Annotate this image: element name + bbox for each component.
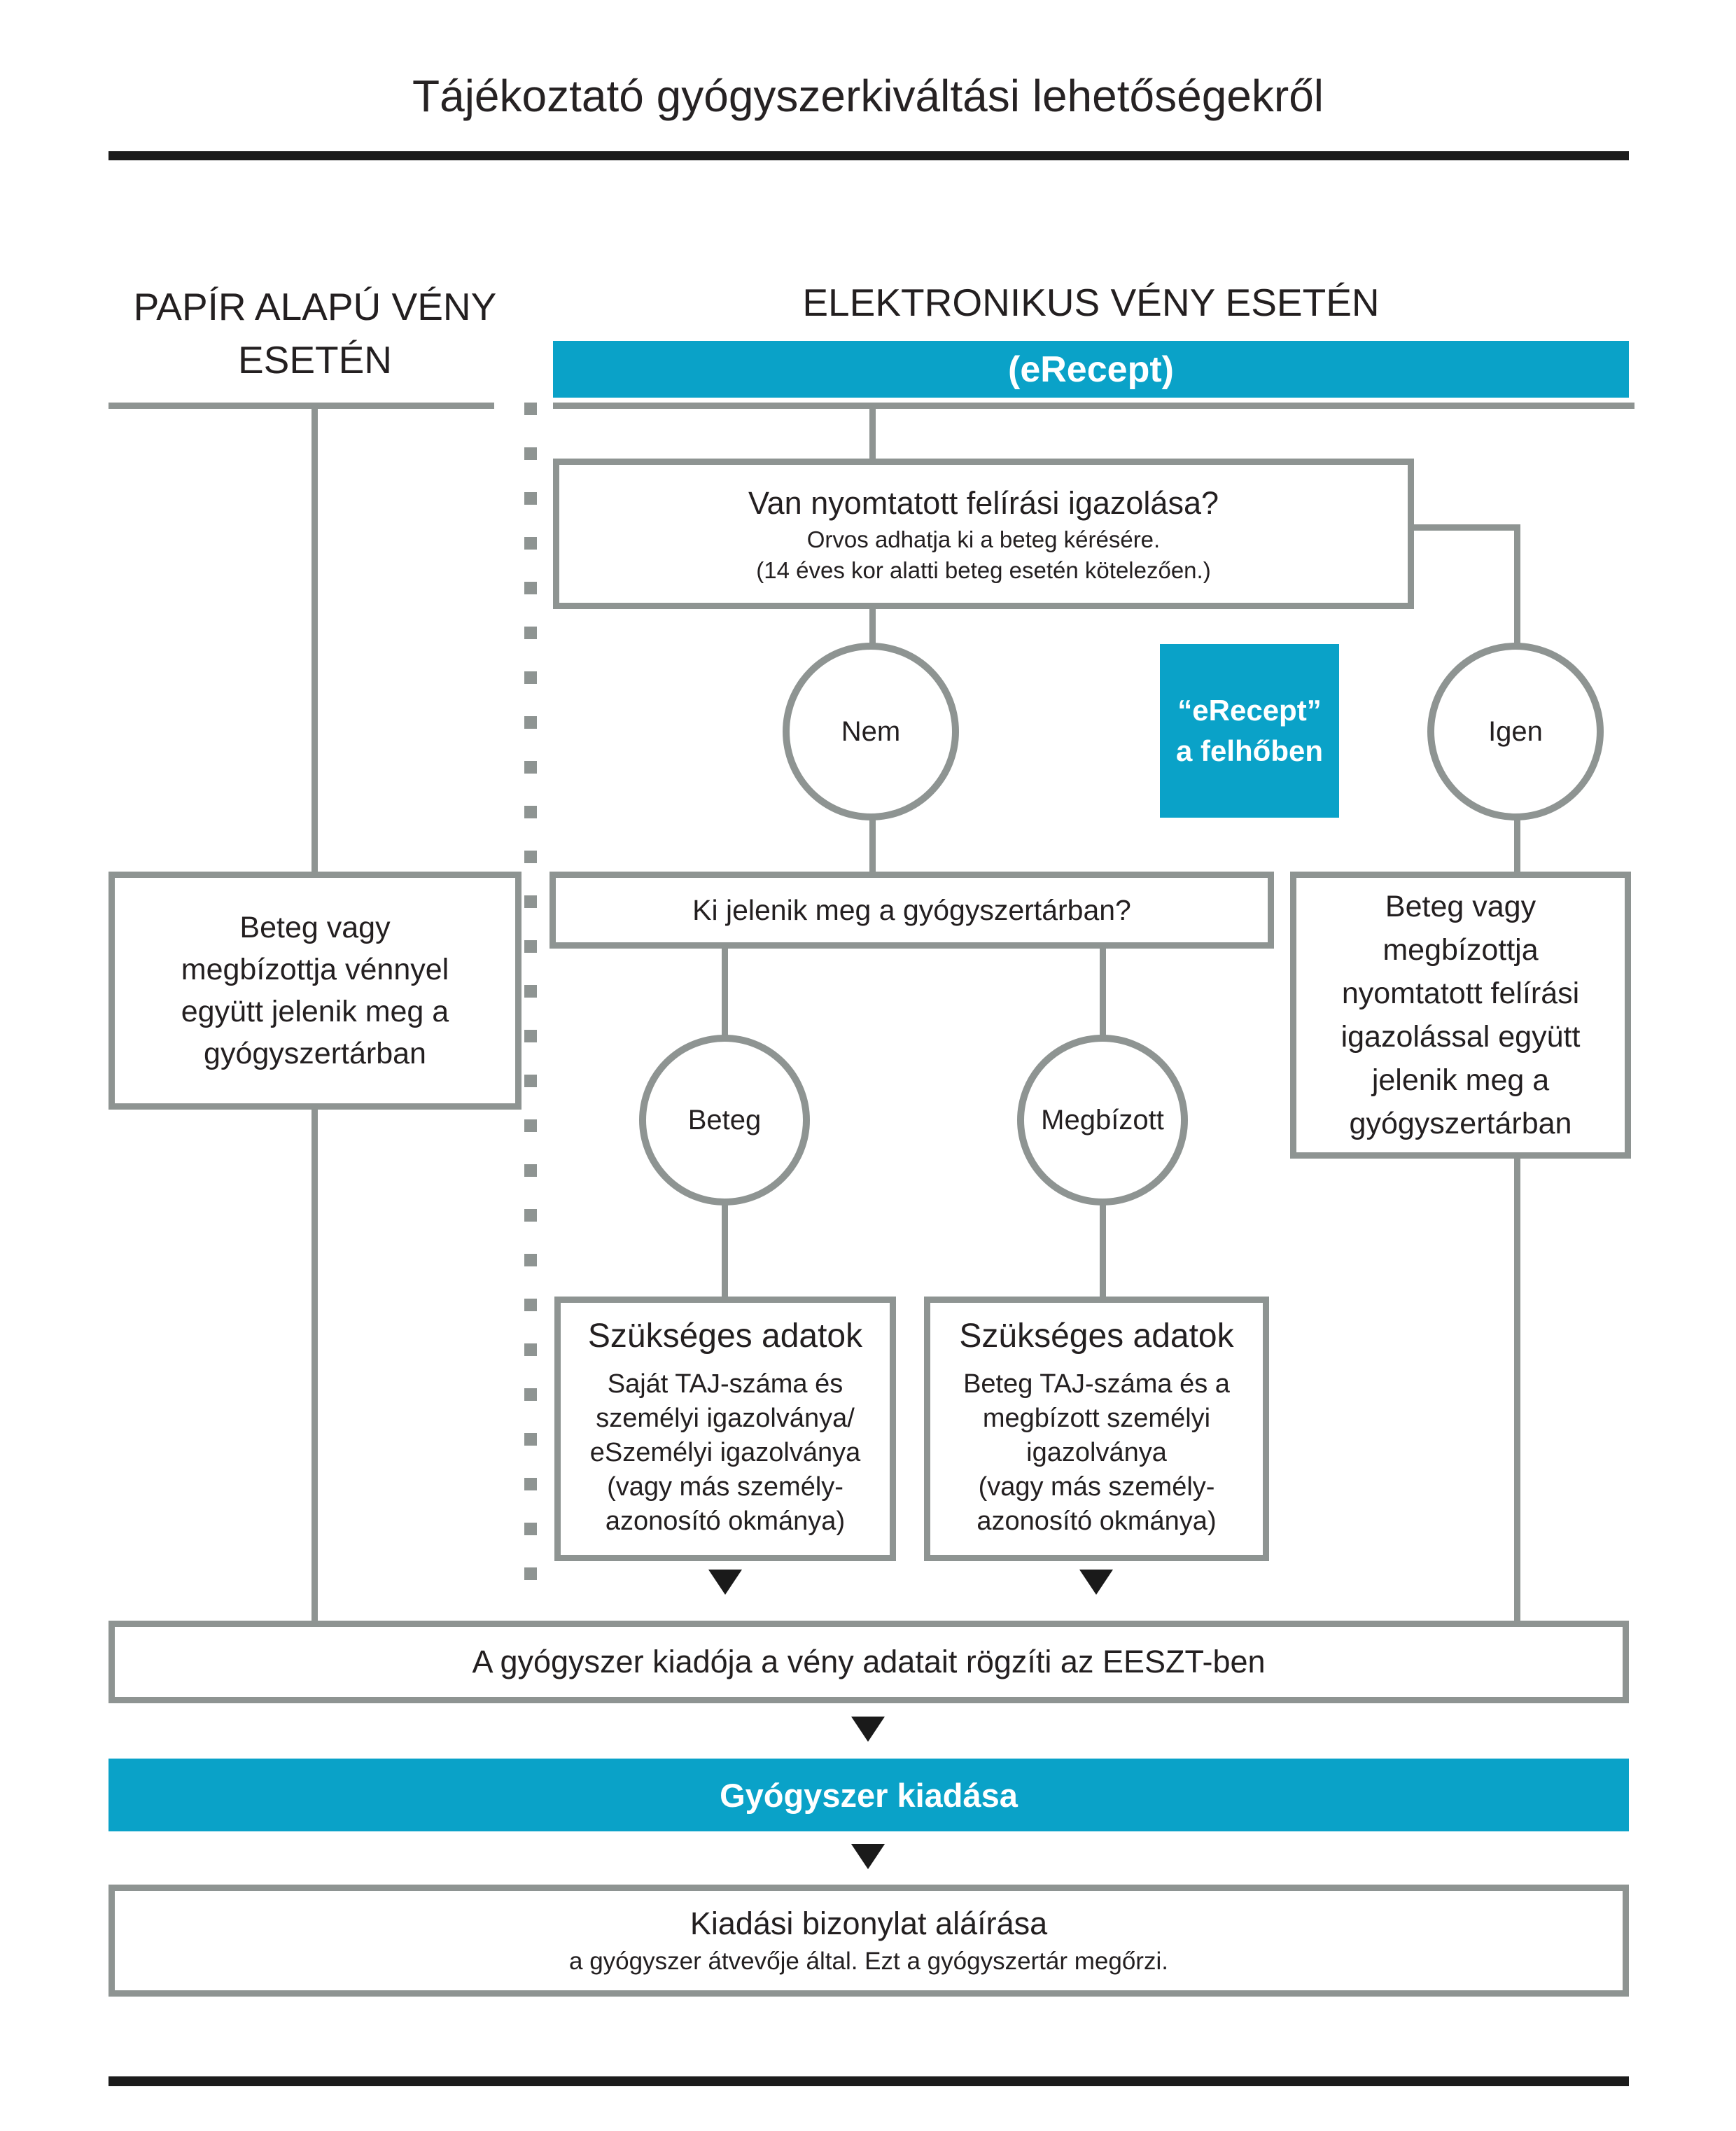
who-appears-question-box: Ki jelenik meg a gyógyszertárban? (550, 872, 1274, 949)
receipt-title: Kiadási bizonylat aláírása (690, 1906, 1048, 1941)
electronic-column-header: ELEKTRONIKUS VÉNY ESETÉN (802, 281, 1380, 324)
connector-beteg-bottom (722, 1203, 728, 1299)
down-arrow-icon (851, 1844, 885, 1869)
printed-box-line: jelenik meg a (1371, 1063, 1550, 1097)
required-data-title: Szükséges adatok (959, 1318, 1234, 1355)
printed-certificate-question-box (553, 459, 1414, 609)
connector-megbizott-bottom (1100, 1203, 1106, 1299)
dispense-banner: Gyógyszer kiadása (108, 1759, 1629, 1831)
paper-branch-line (108, 403, 494, 409)
decision-no-node: Nem (783, 643, 959, 820)
required-data-line: személyi igazolványa/ (596, 1404, 855, 1433)
down-arrow-icon (708, 1570, 742, 1595)
required-data-line: Saját TAJ-száma és (607, 1369, 844, 1399)
patient-node: Beteg (639, 1035, 810, 1206)
required-data-line: (vagy más személy- (607, 1472, 844, 1502)
paper-box-line: megbízottja vénnyel (181, 953, 449, 986)
paper-header-line2: ESETÉN (237, 338, 393, 382)
question-subtitle-1: Orvos adhatja ki a beteg kérésére. (806, 526, 1161, 552)
connector-nem-top (869, 606, 876, 645)
cloud-line2: a felhőben (1175, 734, 1324, 767)
printed-box-line: gyógyszertárban (1349, 1107, 1572, 1140)
paper-box-line: együtt jelenik meg a (181, 995, 449, 1028)
printed-box-line: nyomtatott felírási (1341, 977, 1580, 1010)
paper-header-line1: PAPÍR ALAPÚ VÉNY (133, 285, 497, 328)
required-data-line: azonosító okmánya) (976, 1507, 1217, 1536)
connector-igen-top (1514, 524, 1520, 645)
down-arrow-icon (851, 1717, 885, 1742)
required-data-line: azonosító okmánya) (605, 1507, 846, 1536)
required-data-line: Beteg TAJ-száma és a (963, 1369, 1230, 1399)
page-title: Tájékoztató gyógyszerkiváltási lehetőségekről (412, 71, 1324, 121)
receipt-subtitle: a gyógyszer átvevője által. Ezt a gyógyszertár megőrzi. (569, 1948, 1168, 1975)
down-arrow-icon (1079, 1570, 1113, 1595)
bottom-divider-rule (108, 2076, 1629, 2086)
printed-box-line: igazolással együtt (1340, 1020, 1581, 1054)
electronic-branch-line (553, 403, 1634, 409)
erecept-cloud-box (1160, 644, 1339, 818)
connector-question-top (869, 406, 876, 462)
receipt-signature-box (108, 1885, 1629, 1997)
required-data-title: Szükséges adatok (587, 1318, 863, 1355)
required-data-agent-box (924, 1297, 1269, 1561)
eeszt-record-box: A gyógyszer kiadója a vény adatait rögzíti az EESZT-ben (108, 1621, 1629, 1703)
required-data-line: megbízott személyi (982, 1404, 1211, 1433)
required-data-patient-box (554, 1297, 896, 1561)
question-title: Van nyomtatott felírási igazolása? (748, 484, 1219, 521)
connector-igen-horizontal (1411, 524, 1520, 531)
paper-box-line: Beteg vagy (239, 911, 391, 944)
connector-nem-bottom (869, 818, 876, 874)
printed-certificate-box (1290, 872, 1631, 1159)
connector-igen-bottom (1514, 818, 1520, 874)
decision-yes-node: Igen (1427, 643, 1604, 820)
printed-box-line: Beteg vagy (1385, 890, 1536, 923)
connector-paper-top (312, 406, 318, 874)
erecept-banner: (eRecept) (553, 341, 1629, 398)
top-divider-rule (108, 151, 1629, 160)
column-dotted-separator (524, 403, 537, 1587)
required-data-line: igazolványa (1026, 1438, 1167, 1467)
cloud-line1: “eRecept” (1177, 694, 1322, 727)
paper-box-line: gyógyszertárban (204, 1037, 426, 1070)
connector-beteg-top (722, 946, 728, 1037)
paper-column-header (108, 280, 522, 386)
printed-box-line: megbízottja (1382, 933, 1539, 967)
required-data-line: (vagy más személy- (978, 1472, 1215, 1502)
connector-printed-bottom (1514, 1155, 1520, 1623)
connector-megbizott-top (1100, 946, 1106, 1037)
question-subtitle-2: (14 éves kor alatti beteg esetén kötelezően.) (756, 557, 1211, 583)
required-data-line: eSzemélyi igazolványa (589, 1438, 861, 1467)
agent-node: Megbízott (1017, 1035, 1188, 1206)
connector-paper-bottom (312, 1106, 318, 1624)
paper-prescription-box (108, 872, 522, 1110)
